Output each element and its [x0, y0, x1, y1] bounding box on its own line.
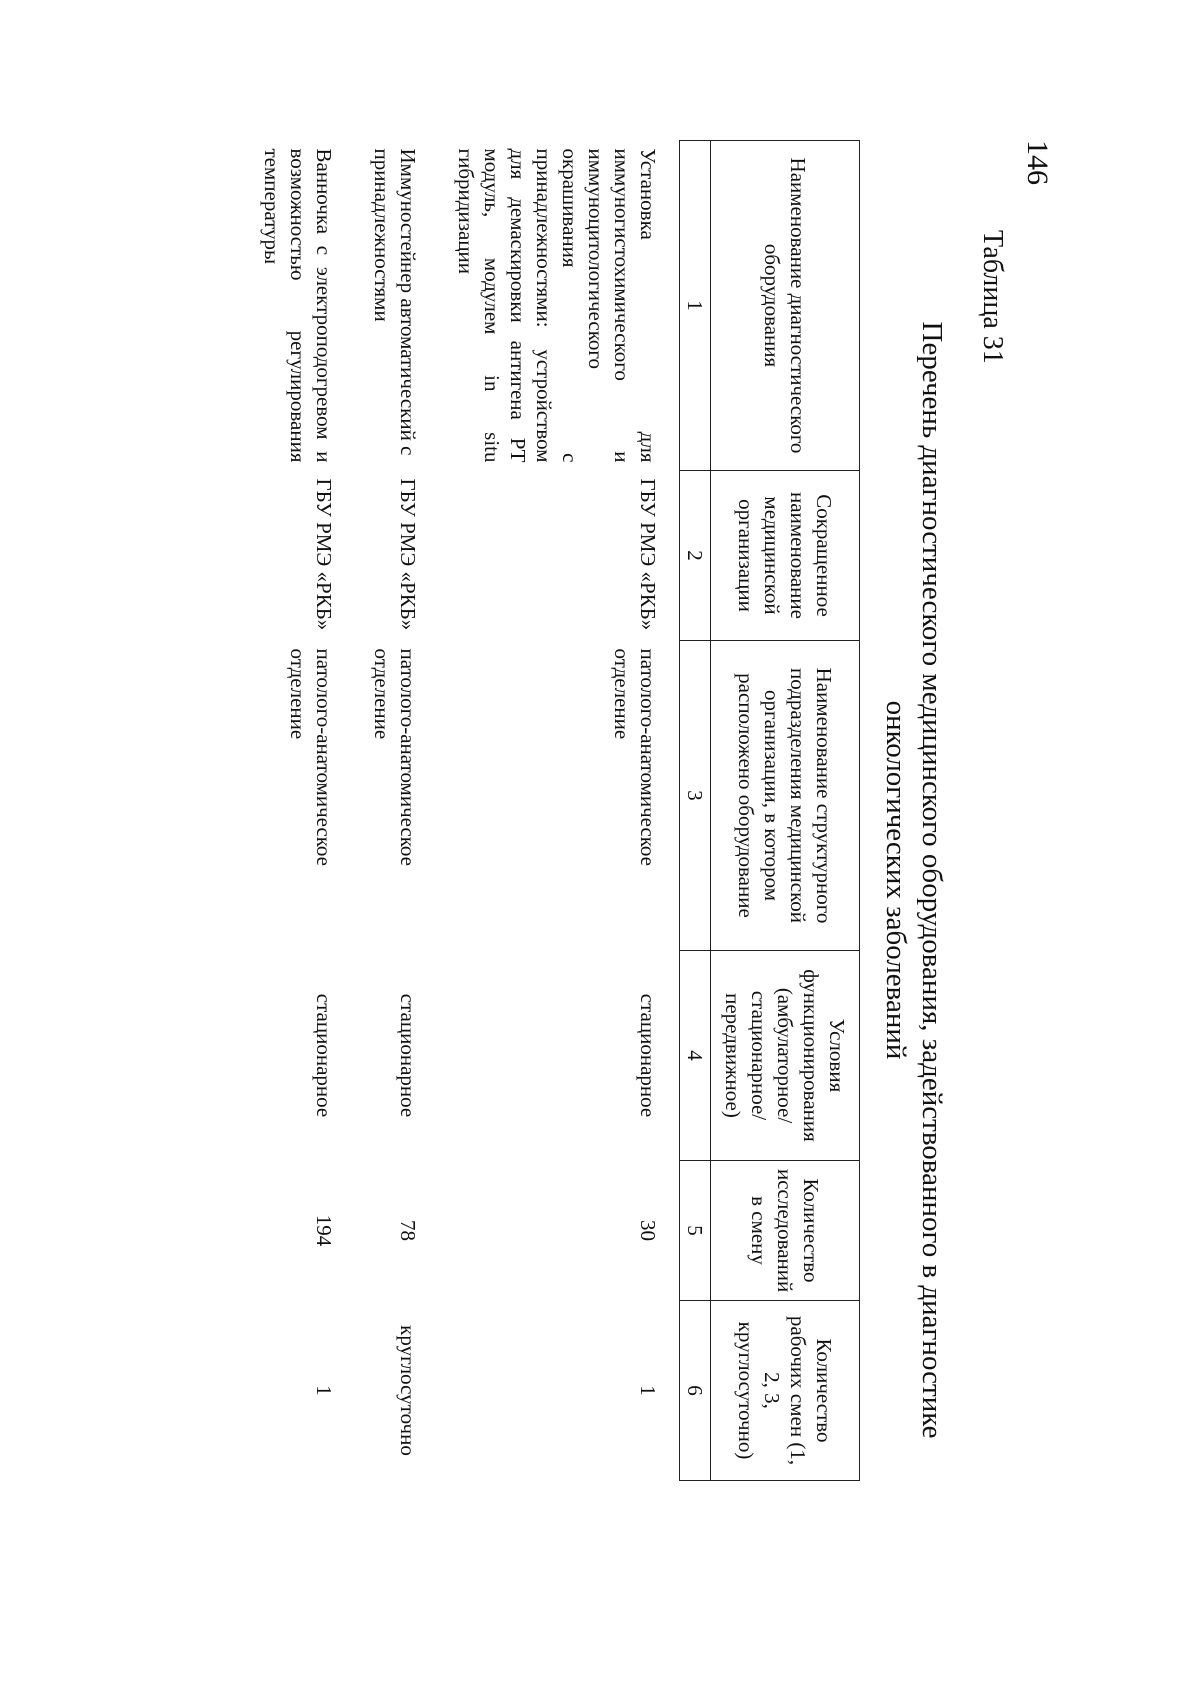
column-number: 2 [680, 471, 711, 641]
header-organization: Сокращенное наименование медицинской организации [711, 471, 860, 641]
cell-organization: ГБУ РМЭ «РКБ» [439, 471, 680, 641]
cell-organization: ГБУ РМЭ «РКБ» [396, 478, 420, 631]
cell-conditions: стационарное [439, 951, 680, 1161]
cell-studies-per-shift: 30 [439, 1161, 680, 1301]
cell-department: патолого-анатомическое отделение [439, 641, 680, 951]
cell-shifts: 1 [312, 1385, 336, 1396]
cell-conditions: стационарное [396, 993, 420, 1118]
table-row [439, 141, 680, 1481]
cell-department: патолого-анатомическое отделение [286, 648, 336, 867]
table-row [245, 141, 355, 1481]
equipment-table [245, 140, 860, 1481]
cell-department: патолого-анатомическое отделение [370, 648, 420, 867]
table-label: Таблица 31 [977, 230, 1008, 364]
cell-equipment: Иммуностейнер автоматический с принадлежностями [370, 148, 420, 456]
header-department: Наименование структурного подразделения медицинской организации, в котором расположено оборудование [711, 641, 860, 951]
cell-organization: ГБУ РМЭ «РКБ» [312, 478, 336, 631]
header-equipment: Наименование диагностического оборудования [711, 141, 860, 471]
document-title: Перечень диагностического медицинского оборудования, задействованного в диагностике онкологических заболеваний [880, 321, 948, 1439]
cell-studies-per-shift: 78 [396, 1220, 420, 1241]
cell-shifts: круглосуточно [396, 1325, 420, 1456]
column-number: 4 [680, 951, 711, 1161]
column-number: 5 [680, 1161, 711, 1301]
page-number: 146 [1021, 140, 1054, 185]
column-number: 1 [680, 141, 711, 471]
cell-equipment: Ванночка с электроподогревом и возможностью регулирования температуры [260, 148, 336, 463]
column-number: 3 [680, 641, 711, 951]
table-header-row [711, 141, 860, 1481]
cell-equipment: Установка для иммуногистохимического и иммуноцитологического окрашивания с принадлежностями: устройством для демаскировки антигена РТ модуль, модулем in situ гибридизации [439, 141, 680, 471]
cell-conditions: стационарное [312, 993, 336, 1118]
column-number-row [680, 141, 711, 1481]
column-number: 6 [680, 1301, 711, 1481]
header-shifts: Количество рабочих смен (1, 2, 3, круглосуточно) [711, 1301, 860, 1481]
header-studies-per-shift: Количество исследований в смену [711, 1161, 860, 1301]
table-row [355, 141, 439, 1481]
cell-shifts: 1 [439, 1301, 680, 1481]
header-conditions: Условия функционирования (амбулаторное/ стационарное/ передвижное) [711, 951, 860, 1161]
cell-studies-per-shift: 194 [312, 1214, 336, 1247]
